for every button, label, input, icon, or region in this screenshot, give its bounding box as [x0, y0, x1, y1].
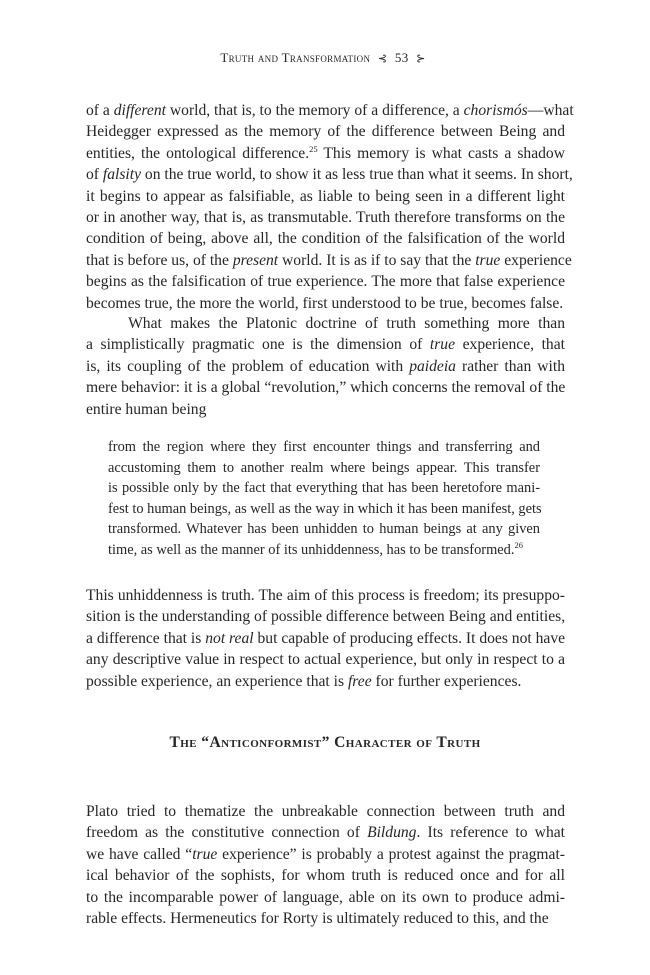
text-run: —what [527, 102, 574, 119]
text-run: sition is the understanding of possible difference between Being and entities, [86, 608, 566, 626]
text-line [86, 844, 565, 865]
text-line [108, 519, 540, 540]
text-run: fest to human beings, as well as the way in which it has been manifest, gets [108, 500, 542, 517]
text-line [108, 437, 540, 458]
text-run: This unhiddenness is truth. The aim of this process is freedom; its presuppo- [86, 587, 565, 604]
text-run: entities, the ontological difference. [86, 144, 310, 162]
text-line [86, 865, 565, 886]
text-run: accustoming them to another realm where beings appear. This transfer [108, 459, 540, 476]
text-run: on the true world, to show it as less true than what it seems. In short, [141, 166, 573, 184]
ornament-left-icon: ⊰ [377, 53, 388, 65]
text-run: from the region where they first encounter things and transferring and [108, 439, 540, 455]
text-line [108, 540, 540, 561]
text-run: a simplistically pragmatic one is the dimension of [86, 336, 430, 354]
paragraph-2 [86, 313, 565, 420]
text-line [86, 649, 565, 670]
text-run: a difference that is [86, 629, 206, 647]
text-run: is possible only by the fact that everything that has been heretofore mani- [108, 480, 540, 497]
text-line [86, 671, 565, 692]
italic-text: different [113, 102, 166, 119]
paragraph-3 [86, 585, 565, 692]
text-line [86, 100, 574, 121]
text-run: experience [500, 251, 572, 269]
text-run: for further experiences. [371, 672, 522, 690]
text-run: but capable of producing effects. It does not have [253, 629, 566, 647]
text-line [86, 250, 572, 271]
text-line [108, 478, 540, 499]
italic-text: Bildung [367, 824, 417, 842]
text-run: ical behavior of the sophists, for whom truth is reduced once and for all [86, 867, 565, 885]
text-run: that is before us, of the [86, 251, 233, 269]
text-run: of [86, 166, 103, 184]
text-run: possible experience, an experience that is [86, 672, 348, 690]
text-line [86, 377, 565, 398]
text-line [86, 121, 565, 142]
text-run: we have called “ [86, 845, 193, 863]
text-line [86, 143, 565, 164]
text-run: condition of being, above all, the condition of the falsification of the world [86, 230, 565, 248]
paragraph-1 [86, 100, 574, 314]
text-line [86, 313, 565, 334]
text-line [86, 334, 565, 355]
text-line [86, 356, 565, 377]
italic-text: present [232, 251, 279, 269]
italic-text: true [475, 251, 501, 269]
italic-text: true [429, 336, 456, 354]
text-line [86, 606, 565, 627]
italic-text: true [192, 845, 218, 863]
text-run: world, that is, to the memory of a difference, a [165, 102, 464, 119]
ornament-right-icon: ⊱ [416, 53, 426, 65]
text-line [86, 207, 565, 228]
italic-text: not real [205, 629, 254, 647]
text-run: becomes true, the more the world, first understood to be true, becomes false. [86, 294, 564, 312]
paragraph-4 [86, 801, 565, 929]
text-run: of a [86, 102, 114, 119]
running-head [0, 50, 650, 66]
page-number: 53 [394, 50, 409, 65]
text-run: is, its coupling of the problem of education with [86, 357, 410, 375]
text-run: to the incomparable power of language, able on its own to produce admi- [86, 888, 565, 906]
text-line [86, 399, 565, 420]
text-run: Plato tried to thematize the unbreakable connection between truth and [86, 803, 565, 820]
text-run: freedom as the constitutive connection of [86, 824, 368, 842]
text-line [86, 186, 565, 207]
section-heading: The “Anticonformist” Character of Truth [169, 734, 481, 751]
text-line [86, 801, 565, 822]
text-line [86, 822, 565, 843]
text-line [108, 458, 540, 479]
italic-text: falsity [102, 166, 142, 184]
block-quote [108, 437, 540, 561]
text-run: This memory is what casts a shadow [317, 144, 565, 162]
text-run: experience” is probably a protest against the pragmat- [217, 845, 565, 863]
text-run: any descriptive value in respect to actual experience, but only in respect to a [86, 651, 565, 669]
text-run: rather than with [455, 357, 565, 375]
italic-text: free [347, 672, 372, 690]
text-line [108, 499, 540, 520]
text-run: mere behavior: it is a global “revolution,” which concerns the removal of the [86, 379, 566, 397]
text-run: begins as the falsification of true experience. The more that false experience [86, 273, 565, 291]
text-line [86, 293, 565, 314]
text-line [86, 228, 565, 249]
text-line [86, 164, 573, 185]
running-head-title: Truth and Transformation [220, 50, 371, 65]
text-run: experience, that [455, 336, 565, 354]
text-line [86, 908, 565, 929]
italic-text: chorismós [463, 102, 528, 119]
text-line [86, 887, 565, 908]
text-run: transformed. Whatever has been unhidden to human beings at any given [108, 521, 540, 538]
footnote-ref: 26 [514, 539, 523, 550]
text-run: or in another way, that is, as transmutable. Truth therefore transforms on the [86, 208, 565, 226]
text-line [86, 628, 565, 649]
text-run: entire human being [86, 400, 207, 418]
footnote-ref: 25 [309, 143, 318, 154]
text-run: . Its reference to what [416, 824, 565, 842]
text-run: What makes the Platonic doctrine of truth something more than [86, 315, 565, 332]
italic-text: paideia [409, 357, 456, 375]
text-run: time, as well as the manner of its unhiddenness, has to be transformed. [108, 541, 515, 558]
text-run: Heidegger expressed as the memory of the difference between Being and [86, 123, 565, 141]
text-run: rable effects. Hermeneutics for Rorty is ultimately reduced to this, and the [86, 909, 549, 927]
text-run: world. It is as if to say that the [278, 251, 476, 269]
text-line [86, 585, 565, 606]
text-run: it begins to appear as falsifiable, as liable to being seen in a different light [86, 187, 565, 205]
text-line [86, 271, 565, 292]
